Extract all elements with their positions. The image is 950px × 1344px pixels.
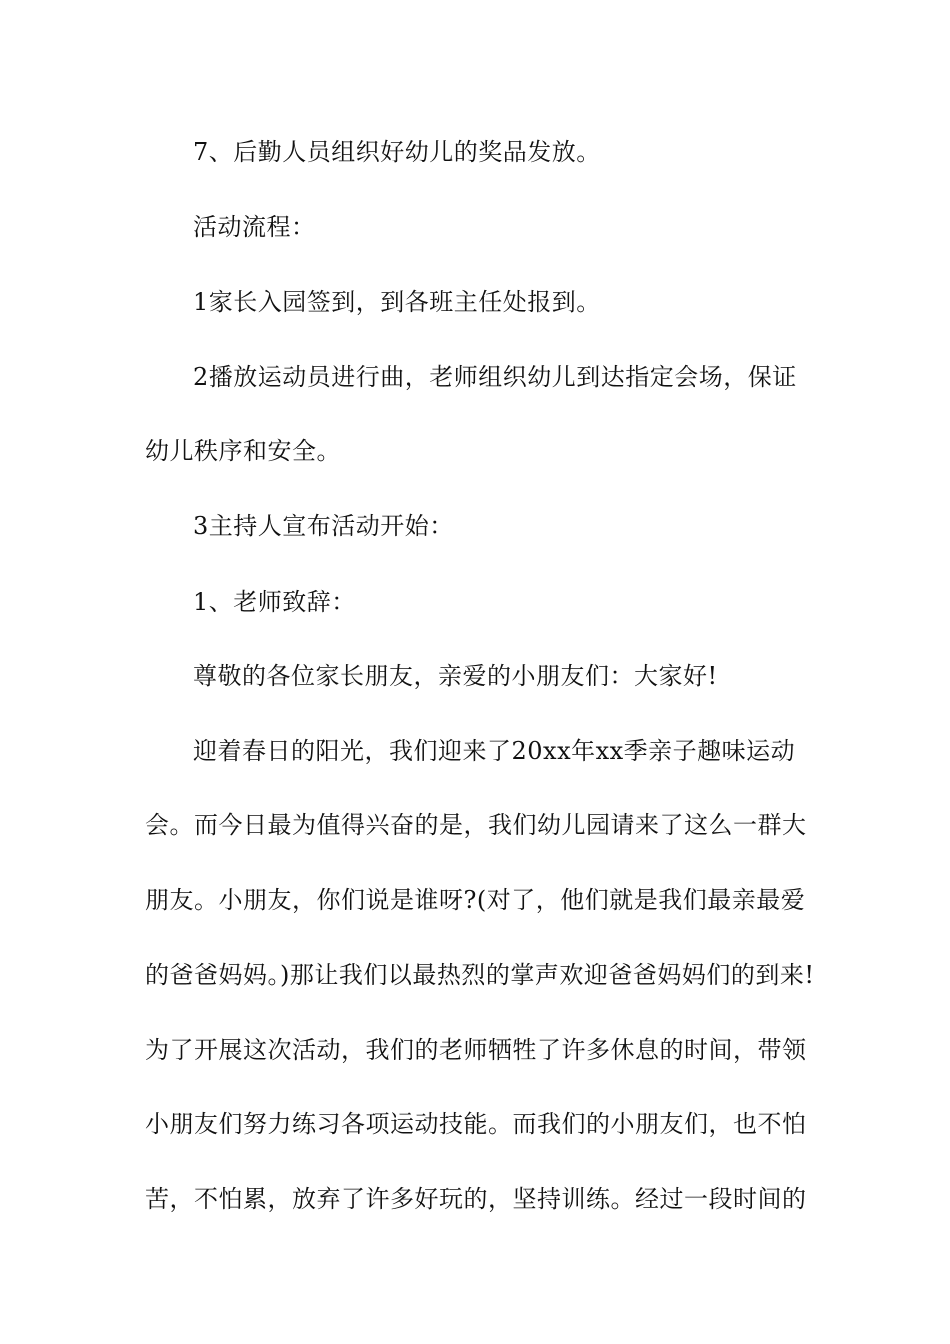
paragraph-line: 迎着春日的阳光，我们迎来了20xx年xx季亲子趣味运动: [193, 737, 796, 765]
paragraph-line: 尊敬的各位家长朋友，亲爱的小朋友们：大家好!: [193, 662, 718, 690]
paragraph-line: 1家长入园签到，到各班主任处报到。: [193, 288, 601, 316]
paragraph-line: 1、老师致辞：: [193, 588, 356, 616]
paragraph-line: 为了开展这次活动，我们的老师牺牲了许多休息的时间，带领: [145, 1036, 807, 1064]
paragraph-line: 活动流程：: [193, 213, 316, 241]
paragraph-line: 朋友。小朋友，你们说是谁呀?(对了，他们就是我们最亲最爱: [145, 886, 806, 914]
paragraph-line: 3主持人宣布活动开始：: [193, 512, 454, 540]
paragraph-line: 小朋友们努力练习各项运动技能。而我们的小朋友们，也不怕: [145, 1110, 807, 1138]
paragraph-line: 会。而今日最为值得兴奋的是，我们幼儿园请来了这么一群大: [145, 811, 807, 839]
paragraph-line: 2播放运动员进行曲，老师组织幼儿到达指定会场，保证: [193, 363, 797, 391]
paragraph-line: 的爸爸妈妈。)那让我们以最热烈的掌声欢迎爸爸妈妈们的到来!: [145, 961, 815, 989]
paragraph-line: 幼儿秩序和安全。: [145, 437, 341, 465]
paragraph-line: 苦，不怕累，放弃了许多好玩的，坚持训练。经过一段时间的: [145, 1185, 807, 1213]
paragraph-line: 7、后勤人员组织好幼儿的奖品发放。: [193, 138, 601, 166]
